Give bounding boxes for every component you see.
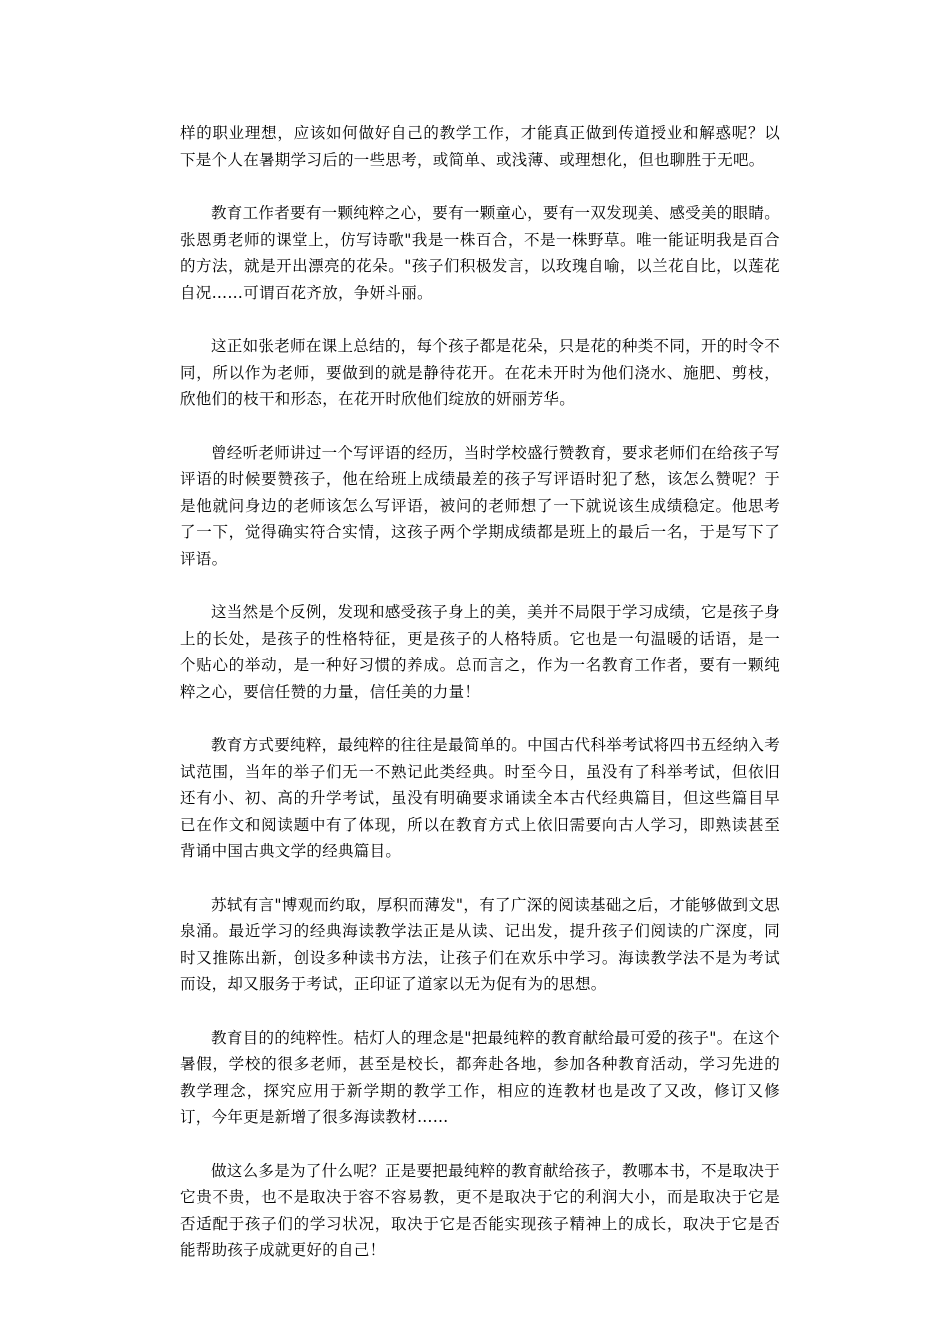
paragraph-6: 教育方式要纯粹，最纯粹的往往是最简单的。中国古代科举考试将四书五经纳入考试范围，当年的举子们无一不熟记此类经典。时至今日，虽没有了科举考试，但依旧还有小、初、高的升学考试，虽没有明确要求诵读全本古代经典篇目，但这些篇目早已在作文和阅读题中有了体现，所以在教育方式上依旧需要向古人学习，即熟读甚至背诵中国古典文学的经典篇目。 [180, 736, 780, 860]
paragraph-3: 这正如张老师在课上总结的，每个孩子都是花朵，只是花的种类不同，开的时令不同，所以作为老师，要做到的就是静待花开。在花未开时为他们浇水、施肥、剪枝，欣他们的枝干和形态，在花开时欣他们绽放的妍丽芳华。 [180, 337, 780, 408]
paragraph-9: 做这么多是为了什么呢？正是要把最纯粹的教育献给孩子，教哪本书，不是取决于它贵不贵，也不是取决于容不容易教，更不是取决于它的利润大小，而是取决于它是否适配于孩子们的学习状况，取决于它是否能实现孩子精神上的成长，取决于它是否能帮助孩子成就更好的自己！ [180, 1161, 780, 1259]
paragraph-2: 教育工作者要有一颗纯粹之心，要有一颗童心，要有一双发现美、感受美的眼睛。张恩勇老师的课堂上，仿写诗歌"我是一株百合，不是一株野草。唯一能证明我是百合的方法，就是开出漂亮的花朵。"孩子们积极发言，以玫瑰自喻，以兰花自比，以莲花自况……可谓百花齐放，争妍斗丽。 [180, 204, 780, 302]
document-body [180, 120, 780, 1291]
paragraph-7: 苏轼有言"博观而约取，厚积而薄发"，有了广深的阅读基础之后，才能够做到文思泉涌。最近学习的经典海读教学法正是从读、记出发，提升孩子们阅读的广深度，同时又推陈出新，创设多种读书方法，让孩子们在欢乐中学习。海读教学法不是为考试而设，却又服务于考试，正印证了道家以无为促有为的思想。 [180, 895, 780, 993]
paragraph-1: 样的职业理想，应该如何做好自己的教学工作，才能真正做到传道授业和解惑呢？以下是个人在暑期学习后的一些思考，或简单、或浅薄、或理想化，但也聊胜于无吧。 [180, 124, 780, 169]
paragraph-4: 曾经听老师讲过一个写评语的经历，当时学校盛行赞教育，要求老师们在给孩子写评语的时候要赞孩子，他在给班上成绩最差的孩子写评语时犯了愁，该怎么赞呢？于是他就问身边的老师该怎么写评语，被问的老师想了一下就说该生成绩稳定。他思考了一下，觉得确实符合实情，这孩子两个学期成绩都是班上的最后一名，于是写下了评语。 [180, 443, 780, 568]
paragraph-5: 这当然是个反例，发现和感受孩子身上的美，美并不局限于学习成绩，它是孩子身上的长处，是孩子的性格特征，更是孩子的人格特质。它也是一句温暖的话语，是一个贴心的举动，是一种好习惯的养成。总而言之，作为一名教育工作者，要有一颗纯粹之心，要信任赞的力量，信任美的力量！ [180, 603, 780, 701]
paragraph-8: 教育目的的纯粹性。桔灯人的理念是"把最纯粹的教育献给最可爱的孩子"。在这个暑假，学校的很多老师，甚至是校长，都奔赴各地，参加各种教育活动，学习先进的教学理念，探究应用于新学期的教学工作，相应的连教材也是改了又改，修订又修订，今年更是新增了很多海读教材…… [180, 1028, 780, 1126]
